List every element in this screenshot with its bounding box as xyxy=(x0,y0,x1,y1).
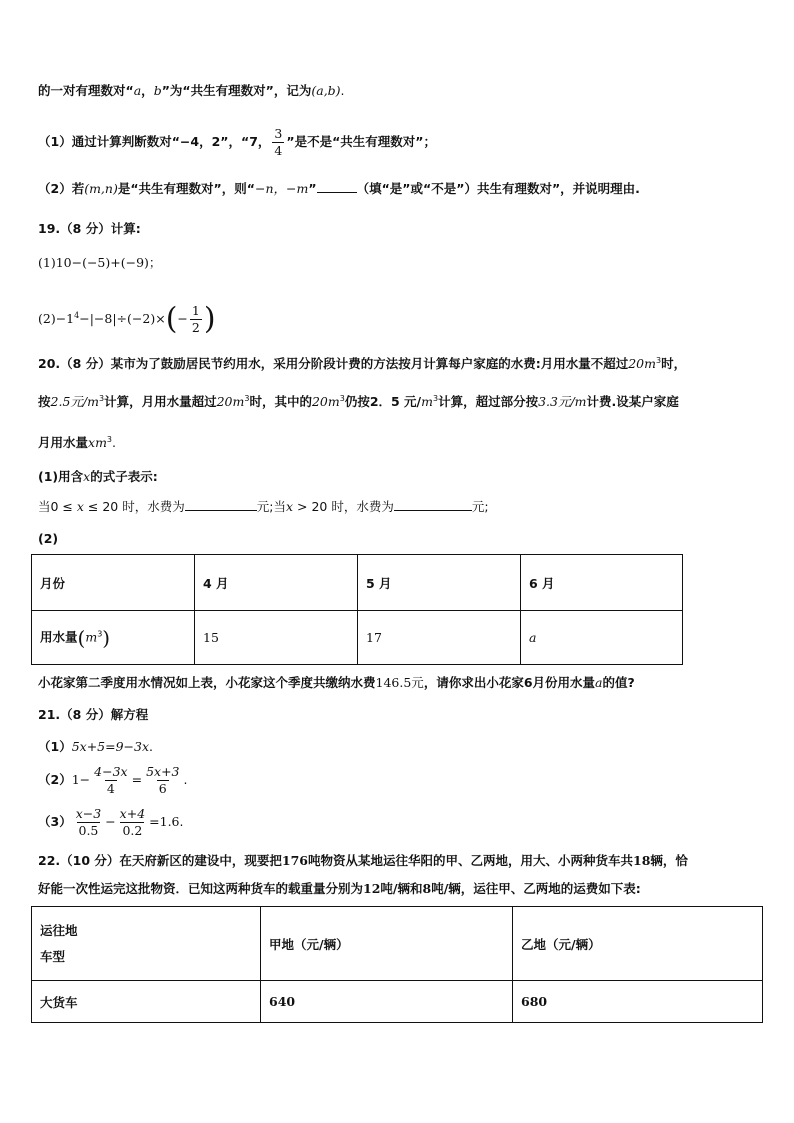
q21-heading: 21.（8 分）解方程 xyxy=(38,707,149,722)
q20-line-3 xyxy=(38,431,116,452)
q20-l2-sup3: 3 xyxy=(339,394,345,403)
q20-row-label-lparen: ( xyxy=(77,625,86,650)
q21-e1-a: （1） xyxy=(38,739,72,754)
q20-part1-head xyxy=(38,468,158,486)
q20-l2-c: 计算，月用水量超过 xyxy=(104,394,217,410)
q20-l2-e: 时，其中的 xyxy=(249,394,312,410)
q18-part2-text-c: 是“共生有理数对”，则“ xyxy=(117,181,255,196)
q20-p1-b: x xyxy=(83,469,91,484)
q20-l3-c: . xyxy=(112,435,116,451)
q20-l2-i: 计算，超过部分按 xyxy=(438,394,539,410)
q20-row-label-sup: 3 xyxy=(97,628,103,638)
q22-l1-b: 176 xyxy=(281,853,308,868)
q22-l1-a: 22.（10 分）在天府新区的建设中，现要把 xyxy=(38,853,282,868)
q22-corner-bottom: 车型 xyxy=(40,948,66,964)
q21-e3-minus: − xyxy=(105,814,116,829)
q20-l3-a: 月用水量 xyxy=(38,435,89,451)
q22-table-row xyxy=(32,981,763,1023)
q22-row-label: 大货车 xyxy=(32,981,261,1023)
q20-after-table xyxy=(38,674,635,692)
q20-line-2 xyxy=(38,390,679,411)
q21-e3-num2: x+4 xyxy=(119,806,146,821)
q22-corner-cell xyxy=(32,907,261,981)
q20-p1l-e: x xyxy=(285,499,294,514)
q20-th-may: 5 月 xyxy=(358,555,521,611)
q22-l2-a: 好能一次性运完这批物资．已知这两种货车的载重量分别为 xyxy=(38,881,364,896)
q20-l1-b: 20m xyxy=(628,356,656,372)
q18-quote: ” xyxy=(308,181,317,196)
q22-l1-d: 18 xyxy=(633,853,651,868)
q18-var-a: a xyxy=(133,83,142,98)
q18-part2-text-a: （2）若 xyxy=(38,181,85,196)
q18-intro-text-e: ”为“共生有理数对”，记为 xyxy=(161,83,312,98)
q20-l1-sup: 3 xyxy=(655,356,662,365)
q20-th-june: 6 月 xyxy=(521,555,683,611)
q20-l2-sup2: 3 xyxy=(244,394,250,403)
q21-e3-num1: x−3 xyxy=(75,806,102,821)
q20-p1l-g: 元; xyxy=(471,499,489,514)
q20-row-label-rparen: ) xyxy=(102,625,111,650)
q18-frac-den: 4 xyxy=(274,143,283,158)
q22-cell-yi: 680 xyxy=(513,981,763,1023)
q19-expr2-a: (2)−1 xyxy=(38,311,75,327)
q18-var-b: b xyxy=(153,83,162,98)
q21-eq-1 xyxy=(38,738,153,756)
q19-expr2-b: −|−8|÷(−2)× xyxy=(79,311,166,327)
q18-pair-neg: −n，−m xyxy=(255,181,309,196)
q21-e1-c: . xyxy=(149,739,154,754)
q20-l2-h: m xyxy=(421,394,433,410)
q19-frac-num: 1 xyxy=(191,303,200,319)
q21-e2-c: . xyxy=(183,772,188,787)
q20-l2-b: 2.5元/m xyxy=(50,394,99,410)
q20-after-e: 的值? xyxy=(602,675,635,690)
q18-intro-line xyxy=(38,82,345,100)
q20-l2-d: 20m xyxy=(216,394,245,410)
q20-p1-c: 的式子表示: xyxy=(90,469,158,484)
q21-e3-den2: 0.2 xyxy=(122,823,143,838)
q22-cell-jia: 640 xyxy=(261,981,513,1023)
q21-e2-frac1 xyxy=(92,764,129,797)
q21-eq-3 xyxy=(38,804,184,840)
q22-l1-e: 辆，恰 xyxy=(650,853,688,868)
q18-frac-num: 3 xyxy=(274,126,283,141)
q18-period: . xyxy=(340,83,345,98)
q20-row-label-text: 用水量 xyxy=(40,629,78,644)
q20-after-b: 146.5元 xyxy=(375,675,424,690)
q22-l2-d: 8 xyxy=(422,881,432,896)
q18-answer-blank[interactable] xyxy=(317,180,357,193)
q22-th-yi: 乙地（元/辆） xyxy=(513,907,763,981)
q20-row-label xyxy=(32,611,195,665)
q20-l2-g: 仍按2．5 元/ xyxy=(344,394,422,410)
q21-e3-eq: =1.6 xyxy=(149,814,180,829)
q18-intro-text-a: 的一对有理数对“ xyxy=(38,83,134,98)
q20-blank-1[interactable] xyxy=(185,498,257,511)
q19-expr-2 xyxy=(38,296,216,336)
q22-l2-e: 吨/辆，运往甲、乙两地的运费如下表: xyxy=(431,881,641,896)
q18-part1-text-b: ”是不是“共生有理数对”； xyxy=(286,134,437,149)
q21-e2-eq: = xyxy=(131,772,143,787)
q18-part1 xyxy=(38,124,436,160)
q18-part2 xyxy=(38,180,640,198)
q18-part2-text-f: （填“是”或“不是”）共生有理数对”，并说明理由. xyxy=(356,181,640,196)
q21-e3-frac2 xyxy=(118,806,147,839)
q22-l1-c: 吨物资从某地运往华阳的甲、乙两地，用大、小两种货车共 xyxy=(308,853,634,868)
q21-e3-den1: 0.5 xyxy=(78,823,99,838)
q20-after-d: a xyxy=(595,675,603,690)
q19-right-paren: ) xyxy=(203,301,216,337)
q20-l3-sup: 3 xyxy=(106,435,113,444)
q18-pair: (a,b) xyxy=(311,83,341,98)
q20-part1-line xyxy=(38,498,489,516)
q21-e3-frac1 xyxy=(74,806,103,839)
q20-cell-june: a xyxy=(521,611,683,665)
q20-l2-sup4: 3 xyxy=(432,394,439,403)
q18-pair-mn: (m,n) xyxy=(84,181,118,196)
q18-fraction xyxy=(272,126,284,159)
q20-p1l-b: x xyxy=(76,499,84,514)
q21-e3-a: （3） xyxy=(38,814,72,829)
q20-l2-a: 按 xyxy=(38,394,51,410)
q21-e2-b: 1− xyxy=(71,772,91,787)
q20-after-c: ，请你求出小花家6月份用水量 xyxy=(423,675,596,690)
q20-line-1 xyxy=(38,352,686,373)
q22-table-header-row xyxy=(32,907,763,981)
q20-part2-label: (2) xyxy=(38,531,59,546)
q20-l1-a: 20.（8 分）某市为了鼓励居民节约用水，采用分阶段计费的方法按月计算每户家庭的水费:月用水量不超过 xyxy=(38,356,629,372)
q21-e1-b: 5x+5=9−3x xyxy=(71,739,150,754)
q20-row-label-unit: m xyxy=(85,629,98,644)
q20-table-header-row xyxy=(32,555,683,611)
q21-e2-num2: 5x+3 xyxy=(146,764,180,779)
q20-l2-f: 20m xyxy=(311,394,340,410)
q20-after-a: 小花家第二季度用水情况如上表，小花家这个季度共缴纳水费 xyxy=(38,675,376,690)
q19-frac-den: 2 xyxy=(191,320,200,336)
q21-e3-c: . xyxy=(179,814,184,829)
q18-comma: ， xyxy=(141,83,154,98)
q20-cell-april: 15 xyxy=(195,611,358,665)
q20-p1l-a: 当0 ≤ xyxy=(38,499,77,514)
q21-eq-2 xyxy=(38,762,187,798)
q20-water-table xyxy=(31,554,683,665)
q21-e2-den1: 4 xyxy=(106,781,115,796)
q19-expr2-sup: 4 xyxy=(74,311,80,320)
q22-l2-b: 12 xyxy=(363,881,381,896)
q20-cell-may: 17 xyxy=(358,611,521,665)
q21-e2-frac2 xyxy=(144,764,181,797)
q19-minus: − xyxy=(177,311,188,327)
q20-blank-2[interactable] xyxy=(394,498,472,511)
q20-p1-a: (1)用含 xyxy=(38,469,84,484)
q20-table-row xyxy=(32,611,683,665)
q18-part1-text-a: （1）通过计算判断数对“−4，2”，“7， xyxy=(38,134,271,149)
q22-line-2 xyxy=(38,880,641,898)
q20-p1l-c: ≤ 20 时，水费为 xyxy=(83,499,185,514)
q19-fraction xyxy=(190,303,202,336)
q22-freight-table xyxy=(31,906,763,1023)
q20-l3-b: xm xyxy=(88,435,107,451)
q21-e2-a: （2） xyxy=(38,772,72,787)
q21-e2-num1: 4−3x xyxy=(94,764,128,779)
q19-left-paren: ( xyxy=(165,301,178,337)
q20-l2-k: 计费.设某户家庭 xyxy=(586,394,679,410)
q20-l2-j: 3.3元/m xyxy=(538,394,587,410)
q20-l2-sup: 3 xyxy=(98,394,105,403)
q20-l1-c: 时， xyxy=(661,356,687,372)
q22-corner-top: 运往地 xyxy=(40,922,78,938)
q22-th-jia: 甲地（元/辆） xyxy=(261,907,513,981)
q22-l2-c: 吨/辆和 xyxy=(380,881,423,896)
q20-th-month: 月份 xyxy=(32,555,195,611)
q20-p1l-d: 元;当 xyxy=(256,499,286,514)
q20-p1l-f: > 20 时，水费为 xyxy=(293,499,394,514)
q21-e2-den2: 6 xyxy=(158,781,167,796)
q19-expr-1: (1)10−(−5)+(−9)； xyxy=(38,255,162,270)
q22-line-1 xyxy=(38,852,688,870)
q19-heading: 19.（8 分）计算: xyxy=(38,221,141,236)
q20-th-april: 4 月 xyxy=(195,555,358,611)
